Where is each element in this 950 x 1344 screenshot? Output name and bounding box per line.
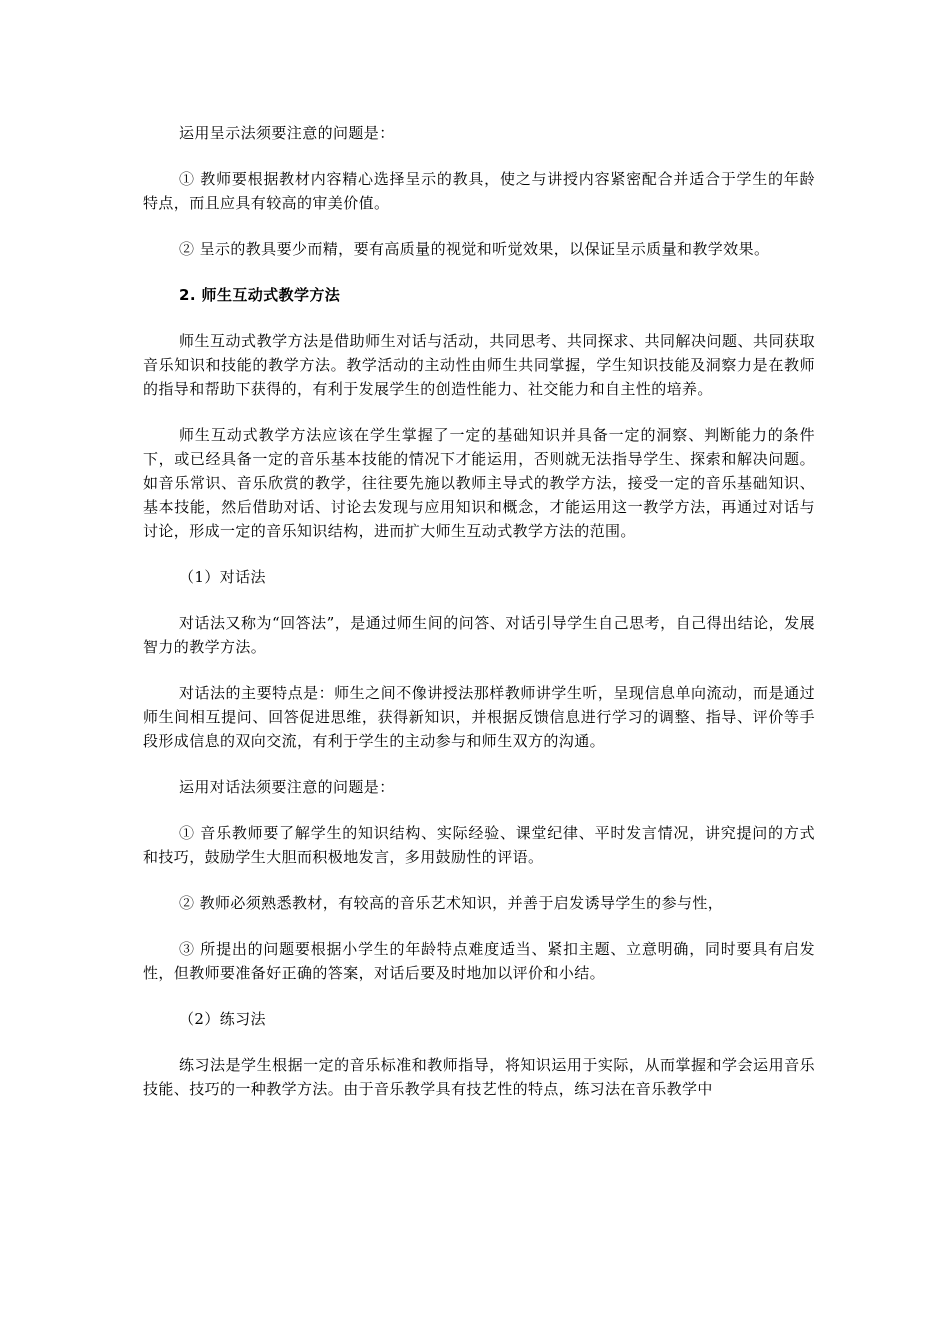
paragraph-demonstration-note-2: ② 呈示的教具要少而精，要有高质量的视觉和听觉效果，以保证呈示质量和教学效果。: [179, 240, 770, 258]
paragraph-dialogue-features: 对话法的主要特点是：师生之间不像讲授法那样教师讲学生听，呈现信息单向流动，而是通过师生间相互提问、回答促进思维，获得新知识，并根据反馈信息进行学习的调整、指导、评价等手段形成信息的双向交流，有利于学生的主动参与和师生双方的沟通。: [143, 684, 815, 750]
paragraph-interactive-conditions: 师生互动式教学方法应该在学生掌握了一定的基础知识并具备一定的洞察、判断能力的条件下，或已经具备一定的音乐基本技能的情况下才能运用，否则就无法指导学生、探索和解决问题。如音乐常识、音乐欣赏的教学，往往要先施以教师主导式的教学方法，接受一定的音乐基础知识、基本技能，然后借助对话、讨论去发现与应用知识和概念，才能运用这一教学方法，再通过对话与讨论，形成一定的音乐知识结构，进而扩大师生互动式教学方法的范围。: [143, 426, 815, 540]
document-page: [143, 121, 815, 1123]
subheading-dialogue-method: （1）对话法: [179, 568, 266, 586]
paragraph-interactive-definition: 师生互动式教学方法是借助师生对话与活动，共同思考、共同探求、共同解决问题、共同获取音乐知识和技能的教学方法。教学活动的主动性由师生共同掌握，学生知识技能及洞察力是在教师的指导和帮助下获得的，有利于发展学生的创造性能力、社交能力和自主性的培养。: [143, 332, 815, 398]
subheading-practice-method: （2）练习法: [179, 1010, 266, 1028]
paragraph-dialogue-note-2: ② 教师必须熟悉教材，有较高的音乐艺术知识，并善于启发诱导学生的参与性，: [179, 894, 724, 912]
section-heading-interactive-method: 2. 师生互动式教学方法: [179, 286, 341, 304]
paragraph-demonstration-note-1: ① 教师要根据教材内容精心选择呈示的教具，使之与讲授内容紧密配合并适合于学生的年龄特点，而且应具有较高的审美价值。: [143, 170, 815, 212]
paragraph-dialogue-note-3: ③ 所提出的问题要根据小学生的年龄特点难度适当、紧扣主题、立意明确，同时要具有启发性，但教师要准备好正确的答案，对话后要及时地加以评价和小结。: [143, 940, 815, 982]
paragraph-demonstration-notes-intro: 运用呈示法须要注意的问题是：: [179, 124, 395, 142]
paragraph-practice-definition: 练习法是学生根据一定的音乐标准和教师指导，将知识运用于实际，从而掌握和学会运用音乐技能、技巧的一种教学方法。由于音乐教学具有技艺性的特点，练习法在音乐教学中: [143, 1056, 815, 1098]
paragraph-dialogue-notes-intro: 运用对话法须要注意的问题是：: [179, 778, 395, 796]
paragraph-dialogue-note-1: ① 音乐教师要了解学生的知识结构、实际经验、课堂纪律、平时发言情况，讲究提问的方式和技巧，鼓励学生大胆而积极地发言，多用鼓励性的评语。: [143, 824, 815, 866]
paragraph-dialogue-definition: 对话法又称为“回答法”，是通过师生间的问答、对话引导学生自己思考，自己得出结论，发展智力的教学方法。: [143, 614, 815, 656]
